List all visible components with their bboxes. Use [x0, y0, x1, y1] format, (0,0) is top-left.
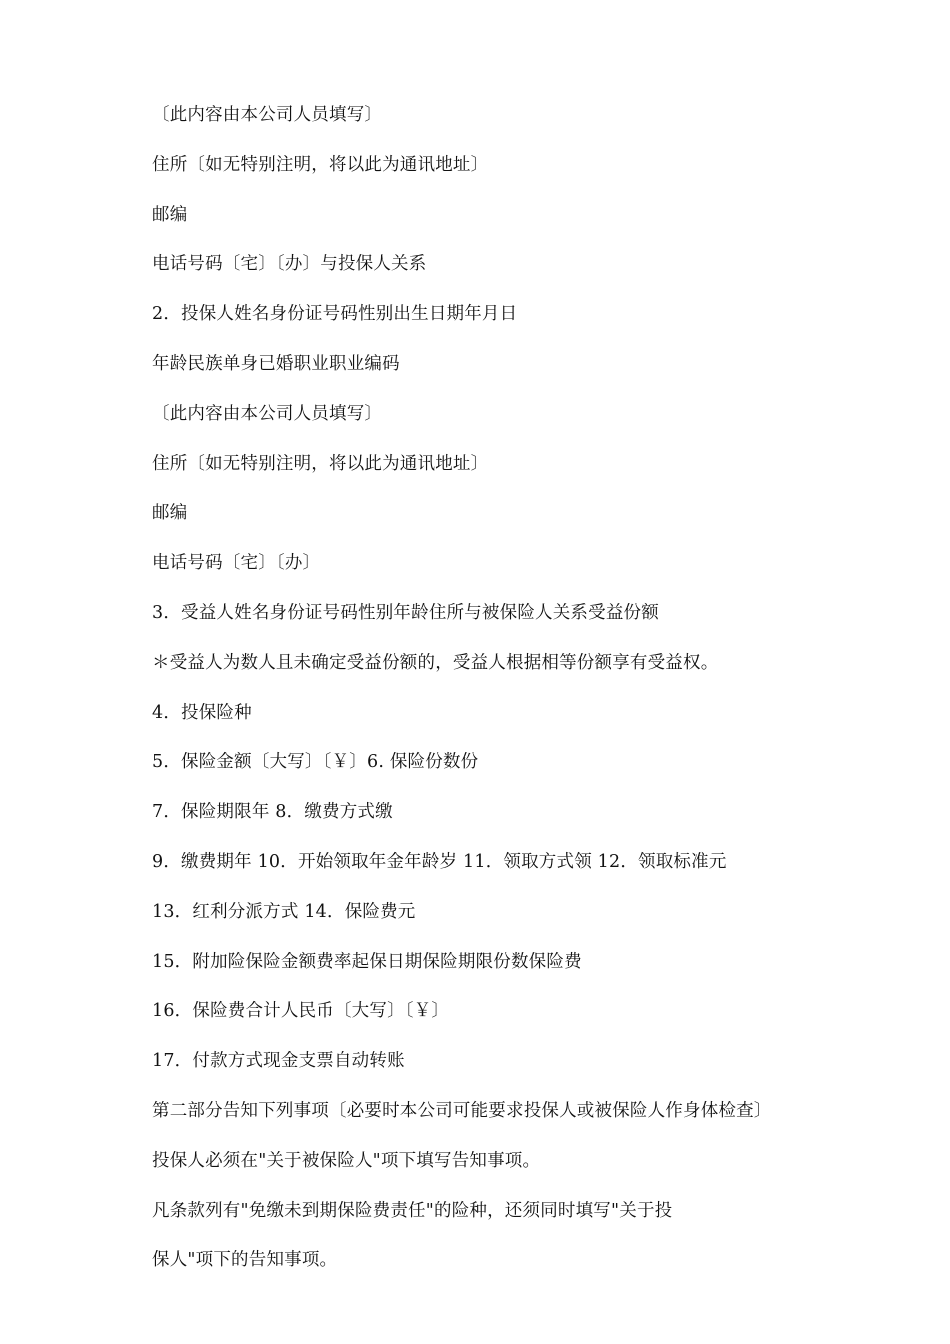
text-line: 〔此内容由本公司人员填写〕 [152, 403, 383, 424]
text-line: 15．附加险保险金额费率起保日期保险期限份数保险费 [152, 951, 582, 972]
text-line: 4．投保险种 [152, 702, 252, 723]
text-line: 凡条款列有"免缴未到期保险费责任"的险种，还须同时填写"关于投 [152, 1200, 673, 1221]
text-line: 年龄民族单身已婚职业职业编码 [152, 353, 400, 374]
text-line: 2．投保人姓名身份证号码性别出生日期年月日 [152, 304, 518, 325]
text-line: 第二部分告知下列事项〔必要时本公司可能要求投保人或被保险人作身体检查〕 [152, 1100, 772, 1121]
text-line: 邮编 [152, 503, 188, 524]
text-line: 〔此内容由本公司人员填写〕 [152, 105, 383, 125]
text-line: 投保人必须在"关于被保险人"项下填写告知事项。 [152, 1150, 541, 1171]
text-line: 16．保险费合计人民币〔大写〕〔￥〕 [152, 1001, 450, 1022]
text-line: 邮编 [152, 204, 188, 225]
text-line: 17．付款方式现金支票自动转账 [152, 1051, 405, 1072]
text-line: 13．红利分派方式 14．保险费元 [152, 901, 416, 922]
text-line: 电话号码〔宅〕〔办〕 [152, 553, 321, 574]
document-body [152, 101, 892, 1296]
text-line: 电话号码〔宅〕〔办〕与投保人关系 [152, 254, 427, 275]
text-line: 7．保险期限年 8．缴费方式缴 [152, 802, 393, 823]
text-line: 3．受益人姓名身份证号码性别年龄住所与被保险人关系受益份额 [152, 602, 659, 623]
text-line: 5．保险金额〔大写〕〔￥〕6. 保险份数份 [152, 752, 479, 773]
text-line: 住所〔如无特别注明，将以此为通讯地址〕 [152, 453, 489, 474]
text-line: 9．缴费期年 10．开始领取年金年龄岁 11．领取方式领 12．领取标准元 [152, 851, 727, 872]
text-line: ＊受益人为数人且未确定受益份额的，受益人根据相等份额享有受益权。 [152, 652, 719, 673]
text-line: 保人"项下的告知事项。 [152, 1250, 338, 1271]
text-line: 住所〔如无特别注明，将以此为通讯地址〕 [152, 154, 489, 175]
